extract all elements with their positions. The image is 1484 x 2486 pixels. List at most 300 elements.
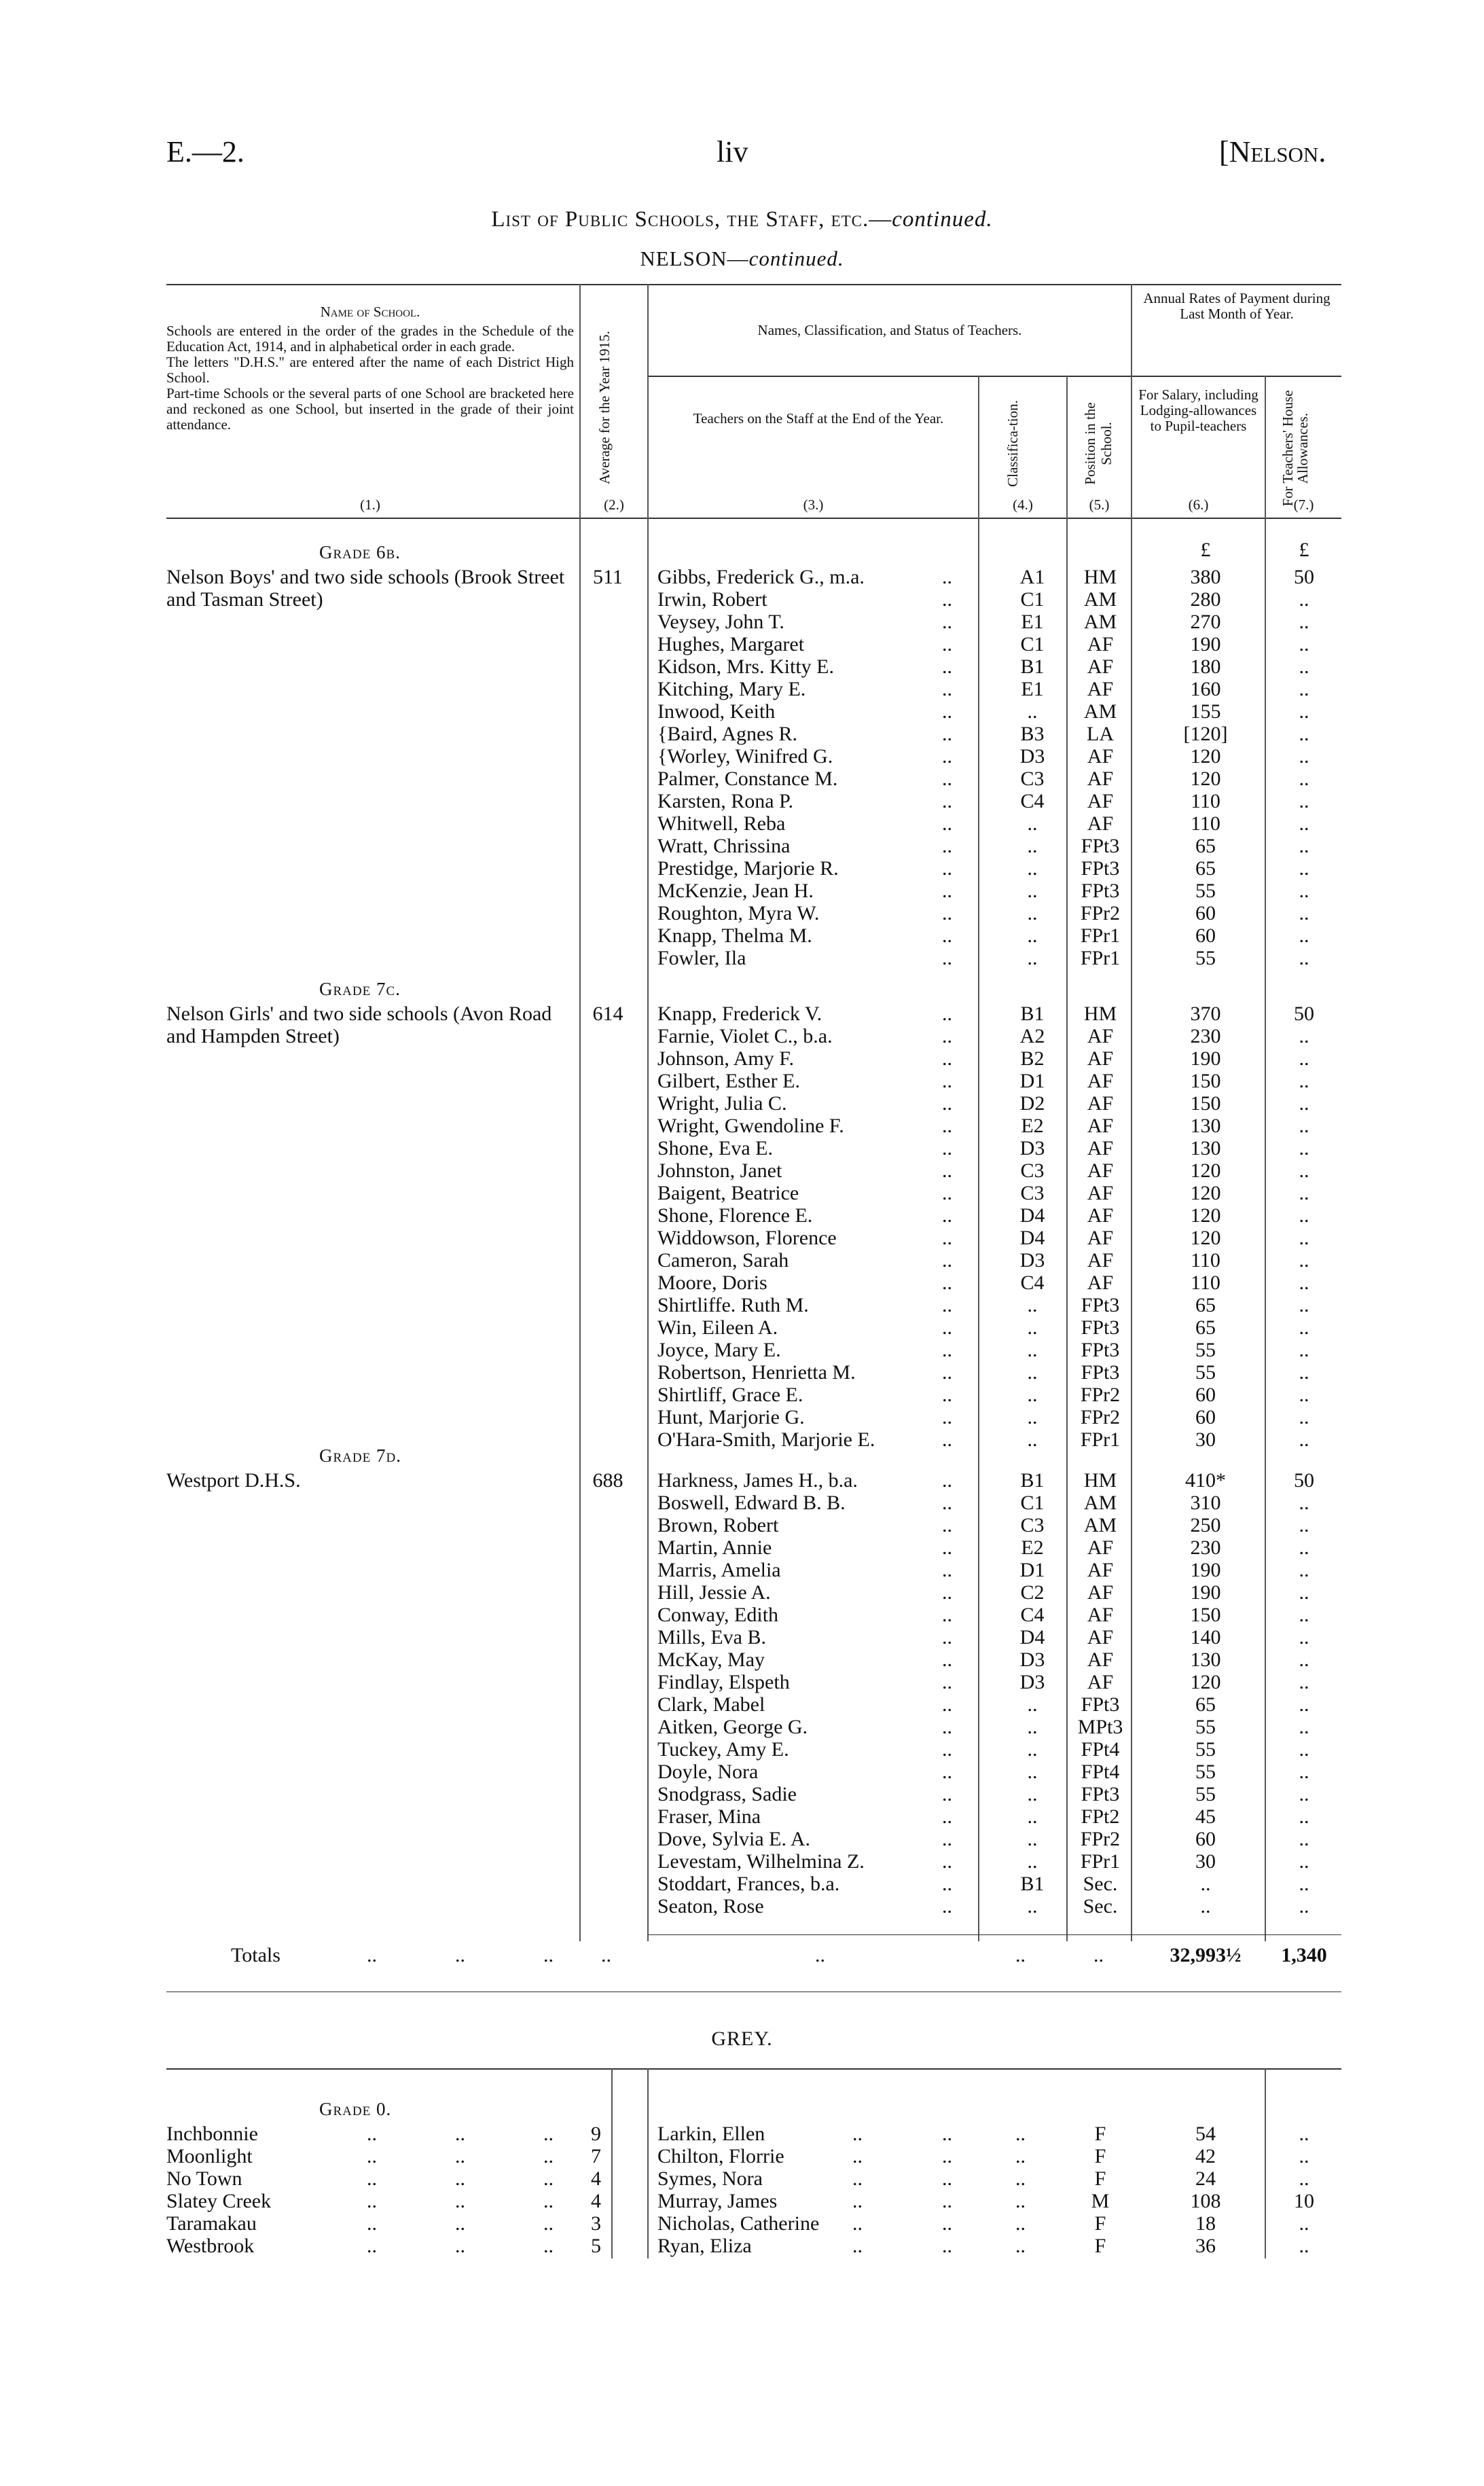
position: AF	[1087, 1070, 1114, 1092]
subtitle-cont: continued.	[748, 247, 844, 270]
position: AF	[1087, 678, 1114, 700]
leader-dots: ..	[942, 1249, 952, 1272]
leader-dots: ..	[942, 678, 952, 700]
house-allowance: ..	[1299, 924, 1309, 947]
teacher-row	[0, 1671, 1484, 1693]
leader-dots: ..	[942, 1805, 952, 1828]
leader-dots: ..	[942, 1204, 952, 1227]
classification: ..	[1027, 1339, 1038, 1361]
grey-school-name: Slatey Creek	[166, 2190, 272, 2212]
classification: ..	[1027, 1693, 1038, 1716]
house-allowance: ..	[1299, 1025, 1309, 1047]
teacher-name: Gilbert, Esther E.	[657, 1070, 800, 1092]
classification: ..	[1027, 1805, 1038, 1828]
col7-num: (7.)	[1293, 497, 1314, 513]
house-allowance: ..	[1299, 1182, 1309, 1204]
grey-position: M	[1091, 2190, 1110, 2212]
leader-dots: ..	[367, 2212, 377, 2235]
salary: 60	[1195, 924, 1216, 947]
leader-dots: ..	[942, 1115, 952, 1137]
teacher-row	[0, 1873, 1484, 1895]
col1-num: (1.)	[360, 497, 380, 513]
col3-heading: Teachers on the Staff at the End of the Year.	[693, 410, 944, 427]
teacher-name: Cameron, Sarah	[657, 1249, 789, 1272]
leader-dots: ..	[942, 1559, 952, 1581]
position: AM	[1083, 1492, 1117, 1514]
grey-position: F	[1094, 2167, 1106, 2190]
house-allowance: ..	[1299, 723, 1309, 745]
salary: 65	[1195, 857, 1216, 880]
teacher-row	[0, 790, 1484, 812]
position: FPt3	[1081, 1316, 1120, 1339]
teacher-row	[0, 1384, 1484, 1406]
col2-heading: Average for the Year 1915.	[596, 331, 613, 484]
salary: 160	[1190, 678, 1221, 700]
house-allowance: ..	[1299, 902, 1309, 924]
leader-dots: ..	[942, 1406, 952, 1428]
salary: 45	[1195, 1805, 1216, 1828]
teacher-name: Martin, Annie	[657, 1536, 772, 1559]
teacher-row	[0, 1339, 1484, 1361]
salary: 60	[1195, 1828, 1216, 1850]
teacher-row	[0, 588, 1484, 611]
teacher-row	[0, 700, 1484, 723]
grey-heading: GREY.	[711, 2028, 773, 2050]
col1-title: Name of School.	[320, 304, 420, 320]
classification: D3	[1019, 1649, 1045, 1671]
table-top-rule	[166, 284, 1341, 285]
average-attendance: 511	[593, 566, 623, 588]
position: AF	[1087, 745, 1114, 768]
position: FPr1	[1080, 1428, 1121, 1451]
classification: D4	[1019, 1626, 1045, 1649]
house-allowance: ..	[1299, 1873, 1309, 1895]
classification: E2	[1021, 1115, 1044, 1137]
classification: C2	[1020, 1581, 1045, 1604]
leader-dots: ..	[942, 812, 952, 835]
leader-dots: ..	[455, 2123, 465, 2145]
classification: C3	[1020, 1159, 1045, 1182]
teacher-row	[0, 1895, 1484, 1917]
grey-school-name: No Town	[166, 2167, 242, 2190]
teacher-row	[0, 1316, 1484, 1339]
leader-dots: ..	[942, 1671, 952, 1693]
grey-grade-heading: Grade 0.	[319, 2099, 392, 2119]
salary: 60	[1195, 1406, 1216, 1428]
grey-salary: 36	[1195, 2235, 1216, 2257]
leader-dots: ..	[942, 790, 952, 812]
position: Sec.	[1083, 1873, 1118, 1895]
teacher-name: Gibbs, Frederick G., m.a.	[657, 566, 865, 588]
teacher-row	[0, 1581, 1484, 1604]
position: FPt3	[1081, 835, 1120, 857]
leader-dots: ..	[942, 1227, 952, 1249]
leader-dots: ..	[942, 566, 952, 588]
classification: E1	[1021, 611, 1044, 633]
house-allowance: ..	[1299, 1536, 1309, 1559]
grey-position: F	[1094, 2235, 1106, 2257]
teacher-name: Robertson, Henrietta M.	[657, 1361, 856, 1384]
col7-heading: For Teachers' House Allowances.	[1280, 390, 1311, 507]
page-ref-left: E.—2.	[166, 135, 245, 168]
teacher-name: Boswell, Edward B. B.	[657, 1492, 846, 1514]
house-allowance: ..	[1299, 588, 1309, 611]
totals-row	[0, 1944, 1484, 1966]
leader-dots: ..	[942, 1384, 952, 1406]
teacher-name: {Baird, Agnes R.	[657, 723, 798, 745]
classification: ..	[1027, 857, 1038, 880]
position: FPr2	[1080, 1828, 1121, 1850]
classification: E2	[1021, 1536, 1044, 1559]
leader-dots: ..	[942, 1693, 952, 1716]
leader-dots: ..	[1015, 2235, 1026, 2257]
teacher-name: Findlay, Elspeth	[657, 1671, 790, 1693]
grey-average: 4	[591, 2190, 601, 2212]
grey-school-name: Inchbonnie	[166, 2123, 258, 2145]
house-allowance: ..	[1299, 1738, 1309, 1761]
leader-dots: ..	[543, 2235, 554, 2257]
col2-num: (2.)	[604, 497, 624, 513]
teacher-row	[0, 1738, 1484, 1761]
leader-dots: ..	[1015, 2212, 1026, 2235]
leader-dots: ..	[455, 2190, 465, 2212]
leader-dots: ..	[942, 1182, 952, 1204]
salary: 110	[1191, 812, 1220, 835]
salary: 60	[1195, 902, 1216, 924]
teacher-row	[0, 1070, 1484, 1092]
leader-dots: ..	[455, 2167, 465, 2190]
salary: 55	[1195, 1716, 1216, 1738]
salary: 410*	[1185, 1469, 1226, 1492]
classification: ..	[1027, 812, 1038, 835]
salary: 55	[1195, 1339, 1216, 1361]
house-allowance: ..	[1299, 1693, 1309, 1716]
col4-num: (4.)	[1013, 497, 1033, 513]
teacher-row	[0, 1469, 1484, 1492]
grey-row	[0, 2123, 1484, 2145]
grade-heading: Grade 7d.	[319, 1445, 401, 1466]
teacher-row	[0, 1850, 1484, 1873]
salary: 65	[1195, 1294, 1216, 1316]
house-allowance: ..	[1299, 1159, 1309, 1182]
salary: ..	[1200, 1895, 1211, 1917]
leader-dots: ..	[942, 1492, 952, 1514]
teacher-name: O'Hara-Smith, Marjorie E.	[657, 1428, 875, 1451]
classification: D4	[1019, 1204, 1045, 1227]
leader-dots: ..	[942, 1469, 952, 1492]
teacher-name: Fraser, Mina	[657, 1805, 761, 1828]
teacher-row	[0, 1536, 1484, 1559]
salary: 120	[1190, 768, 1221, 790]
teacher-row	[0, 1428, 1484, 1451]
salary: 250	[1190, 1514, 1221, 1536]
teacher-row	[0, 1159, 1484, 1182]
house-allowance: ..	[1299, 1428, 1309, 1451]
house-allowance: ..	[1299, 1249, 1309, 1272]
house-allowance: ..	[1299, 1070, 1309, 1092]
classification: B3	[1020, 723, 1045, 745]
average-attendance: 688	[592, 1469, 623, 1492]
leader-dots: ..	[942, 1003, 952, 1025]
teacher-name: Inwood, Keith	[657, 700, 776, 723]
house-allowance: ..	[1299, 1115, 1309, 1137]
teacher-row	[0, 768, 1484, 790]
salary: 120	[1190, 1182, 1221, 1204]
grey-salary: 42	[1195, 2145, 1216, 2167]
leader-dots: ..	[1015, 2145, 1026, 2167]
leader-dots: ..	[455, 2235, 465, 2257]
leader-dots: ..	[455, 2212, 465, 2235]
school-name: Westport D.H.S.	[166, 1469, 301, 1492]
classification: B2	[1020, 1047, 1045, 1070]
teacher-name: Palmer, Constance M.	[657, 768, 838, 790]
house-allowance: ..	[1299, 947, 1309, 969]
house-allowance: ..	[1299, 1783, 1309, 1805]
grey-average: 4	[591, 2167, 601, 2190]
leader-dots: ..	[942, 835, 952, 857]
teacher-name: Clark, Mabel	[657, 1693, 765, 1716]
classification: C4	[1020, 1604, 1045, 1626]
classification: D3	[1019, 1671, 1045, 1693]
position: FPt3	[1081, 857, 1120, 880]
teacher-row	[0, 1761, 1484, 1783]
grey-row	[0, 2212, 1484, 2235]
position: FPr2	[1080, 902, 1121, 924]
position: FPt3	[1081, 1783, 1120, 1805]
leader-dots: ..	[942, 1626, 952, 1649]
classification: A2	[1019, 1025, 1045, 1047]
house-allowance: ..	[1299, 1227, 1309, 1249]
classification: ..	[1027, 1850, 1038, 1873]
teacher-name: Shirtliff, Grace E.	[657, 1384, 803, 1406]
teacher-name: Tuckey, Amy E.	[657, 1738, 789, 1761]
position: FPt4	[1081, 1761, 1120, 1783]
col6-heading: For Salary, including Lodging-allowances to Pupil-teachers	[1138, 386, 1259, 434]
leader-dots: ..	[942, 1783, 952, 1805]
grey-average: 7	[591, 2145, 601, 2167]
teacher-row	[0, 1294, 1484, 1316]
leader-dots: ..	[852, 2167, 863, 2190]
house-allowance: ..	[1299, 1047, 1309, 1070]
leader-dots: ..	[942, 1536, 952, 1559]
classification: C1	[1020, 633, 1045, 655]
position: LA	[1087, 723, 1114, 745]
house-allowance: ..	[1299, 835, 1309, 857]
grey-salary: 24	[1195, 2167, 1216, 2190]
col1-note-1: Schools are entered in the order of the grades in the Schedule of the Education Act, 1914, and in alphabetical order in each grade.	[166, 323, 574, 355]
teacher-name: Harkness, James H., b.a.	[657, 1469, 858, 1492]
page-number: liv	[717, 135, 748, 168]
house-allowance: 50	[1294, 1469, 1314, 1492]
teacher-name: {Worley, Winifred G.	[657, 745, 833, 768]
leader-dots: ..	[942, 1828, 952, 1850]
leader-dots: ..	[852, 2123, 863, 2145]
grey-allowance: 10	[1294, 2190, 1314, 2212]
teacher-name: Shirtliffe. Ruth M.	[657, 1294, 809, 1316]
leader-dots: ..	[852, 2212, 863, 2235]
teacher-name: Moore, Doris	[657, 1272, 767, 1294]
classification: A1	[1019, 566, 1045, 588]
leader-dots: ..	[942, 1850, 952, 1873]
salary: 150	[1190, 1092, 1221, 1115]
grey-salary: 18	[1195, 2212, 1216, 2235]
house-allowance: ..	[1299, 880, 1309, 902]
col3-group: Names, Classification, and Status of Teachers.	[757, 322, 1022, 338]
position: AF	[1087, 768, 1114, 790]
position: AF	[1087, 1581, 1114, 1604]
salary: 190	[1190, 1581, 1221, 1604]
grade-heading: Grade 7c.	[319, 979, 401, 999]
house-allowance: ..	[1299, 1805, 1309, 1828]
classification: ..	[1027, 1761, 1038, 1783]
teacher-name: Fowler, Ila	[657, 947, 746, 969]
grey-allowance: ..	[1299, 2212, 1309, 2235]
grey-teacher-name: Symes, Nora	[657, 2167, 763, 2190]
salary: 130	[1190, 1137, 1221, 1159]
leader-dots: ..	[942, 588, 952, 611]
col1-note-3: Part-time Schools or the several parts of one School are bracketed here and reckoned as one School, but inserted in the grade of their joint attendance.	[166, 385, 574, 433]
grey-top-rule	[166, 2068, 1341, 2070]
teacher-name: Levestam, Wilhelmina Z.	[657, 1850, 865, 1873]
classification: C1	[1020, 588, 1045, 611]
leader-dots: ..	[942, 611, 952, 633]
teacher-row	[0, 880, 1484, 902]
position: AF	[1087, 1559, 1114, 1581]
totals-leader-5: ..	[815, 1944, 825, 1966]
teacher-row	[0, 1492, 1484, 1514]
house-allowance: ..	[1299, 1294, 1309, 1316]
teacher-name: Roughton, Myra W.	[657, 902, 820, 924]
grey-teacher-name: Larkin, Ellen	[657, 2123, 765, 2145]
salary: 280	[1190, 588, 1221, 611]
house-allowance: ..	[1299, 1626, 1309, 1649]
salary: 130	[1190, 1115, 1221, 1137]
position: FPt4	[1081, 1738, 1120, 1761]
teacher-row	[0, 1003, 1484, 1025]
leader-dots: ..	[543, 2145, 554, 2167]
leader-dots: ..	[852, 2145, 863, 2167]
teacher-name: Doyle, Nora	[657, 1761, 759, 1783]
house-allowance: 50	[1294, 1003, 1314, 1025]
classification: C1	[1020, 1492, 1045, 1514]
position: AF	[1087, 1536, 1114, 1559]
position: AF	[1087, 1604, 1114, 1626]
salary: 110	[1191, 1249, 1220, 1272]
house-allowance: ..	[1299, 745, 1309, 768]
teacher-name: Stoddart, Frances, b.a.	[657, 1873, 840, 1895]
teacher-row	[0, 1025, 1484, 1047]
teacher-name: McKenzie, Jean H.	[657, 880, 814, 902]
teacher-name: Widdowson, Florence	[657, 1227, 837, 1249]
salary: ..	[1200, 1873, 1211, 1895]
salary: 150	[1190, 1070, 1221, 1092]
salary: 55	[1195, 1738, 1216, 1761]
position: AF	[1087, 1092, 1114, 1115]
grey-row	[0, 2145, 1484, 2167]
grey-teacher-name: Murray, James	[657, 2190, 778, 2212]
salary: 55	[1195, 947, 1216, 969]
salary: 310	[1190, 1492, 1221, 1514]
salary: 150	[1190, 1604, 1221, 1626]
leader-dots: ..	[942, 1738, 952, 1761]
leader-dots: ..	[367, 2167, 377, 2190]
header-bottom-rule	[166, 518, 1341, 519]
house-allowance: ..	[1299, 1092, 1309, 1115]
grey-row	[0, 2235, 1484, 2257]
classification: B1	[1020, 1003, 1045, 1025]
teacher-name: Seaton, Rose	[657, 1895, 764, 1917]
classification: D1	[1019, 1070, 1045, 1092]
salary: 190	[1190, 1047, 1221, 1070]
house-allowance: ..	[1299, 1559, 1309, 1581]
leader-dots: ..	[942, 1047, 952, 1070]
leader-dots: ..	[942, 857, 952, 880]
classification: ..	[1027, 1294, 1038, 1316]
leader-dots: ..	[942, 700, 952, 723]
leader-dots: ..	[1015, 2167, 1026, 2190]
totals-leader-6: ..	[1015, 1944, 1026, 1966]
teacher-row	[0, 745, 1484, 768]
position: FPt3	[1081, 1693, 1120, 1716]
house-allowance: ..	[1299, 1137, 1309, 1159]
classification: ..	[1027, 1316, 1038, 1339]
col4-heading: Classifica-tion.	[1005, 400, 1021, 487]
salary: 65	[1195, 835, 1216, 857]
salary: 380	[1190, 566, 1221, 588]
grey-school-name: Moonlight	[166, 2145, 253, 2167]
house-allowance: ..	[1299, 1272, 1309, 1294]
teacher-row	[0, 1137, 1484, 1159]
teacher-row	[0, 1115, 1484, 1137]
totals-label: Totals	[231, 1944, 280, 1966]
leader-dots: ..	[942, 2145, 952, 2167]
teacher-row	[0, 947, 1484, 969]
teacher-name: Kidson, Mrs. Kitty E.	[657, 655, 835, 678]
classification: ..	[1027, 947, 1038, 969]
house-allowance: ..	[1299, 812, 1309, 835]
page-title	[0, 207, 1484, 232]
teacher-row	[0, 1716, 1484, 1738]
leader-dots: ..	[942, 1339, 952, 1361]
house-allowance: ..	[1299, 1850, 1309, 1873]
position: AF	[1087, 1626, 1114, 1649]
position: Sec.	[1083, 1895, 1118, 1917]
teacher-name: Win, Eileen A.	[657, 1316, 778, 1339]
classification: ..	[1027, 880, 1038, 902]
teacher-name: Farnie, Violet C., b.a.	[657, 1025, 833, 1047]
totals-leader-1: ..	[367, 1944, 377, 1966]
salary: 130	[1190, 1649, 1221, 1671]
leader-dots: ..	[942, 1716, 952, 1738]
house-allowance: ..	[1299, 1604, 1309, 1626]
position: AF	[1087, 1272, 1114, 1294]
teacher-name: Johnston, Janet	[657, 1159, 782, 1182]
house-allowance: ..	[1299, 1204, 1309, 1227]
col5-num: (5.)	[1089, 497, 1110, 513]
col1-note-2: The letters "D.H.S." are entered after the name of each District High School.	[166, 354, 574, 386]
house-allowance: ..	[1299, 611, 1309, 633]
house-allowance: ..	[1299, 1671, 1309, 1693]
school-name: Nelson Boys' and two side schools (Brook Street and Tasman Street)	[166, 566, 565, 611]
classification: B1	[1020, 1873, 1045, 1895]
group-rule	[649, 376, 1341, 377]
salary: 190	[1190, 1559, 1221, 1581]
grey-row	[0, 2167, 1484, 2190]
salary: 55	[1195, 1783, 1216, 1805]
leader-dots: ..	[942, 655, 952, 678]
teacher-name: Shone, Eva E.	[657, 1137, 773, 1159]
leader-dots: ..	[942, 1159, 952, 1182]
